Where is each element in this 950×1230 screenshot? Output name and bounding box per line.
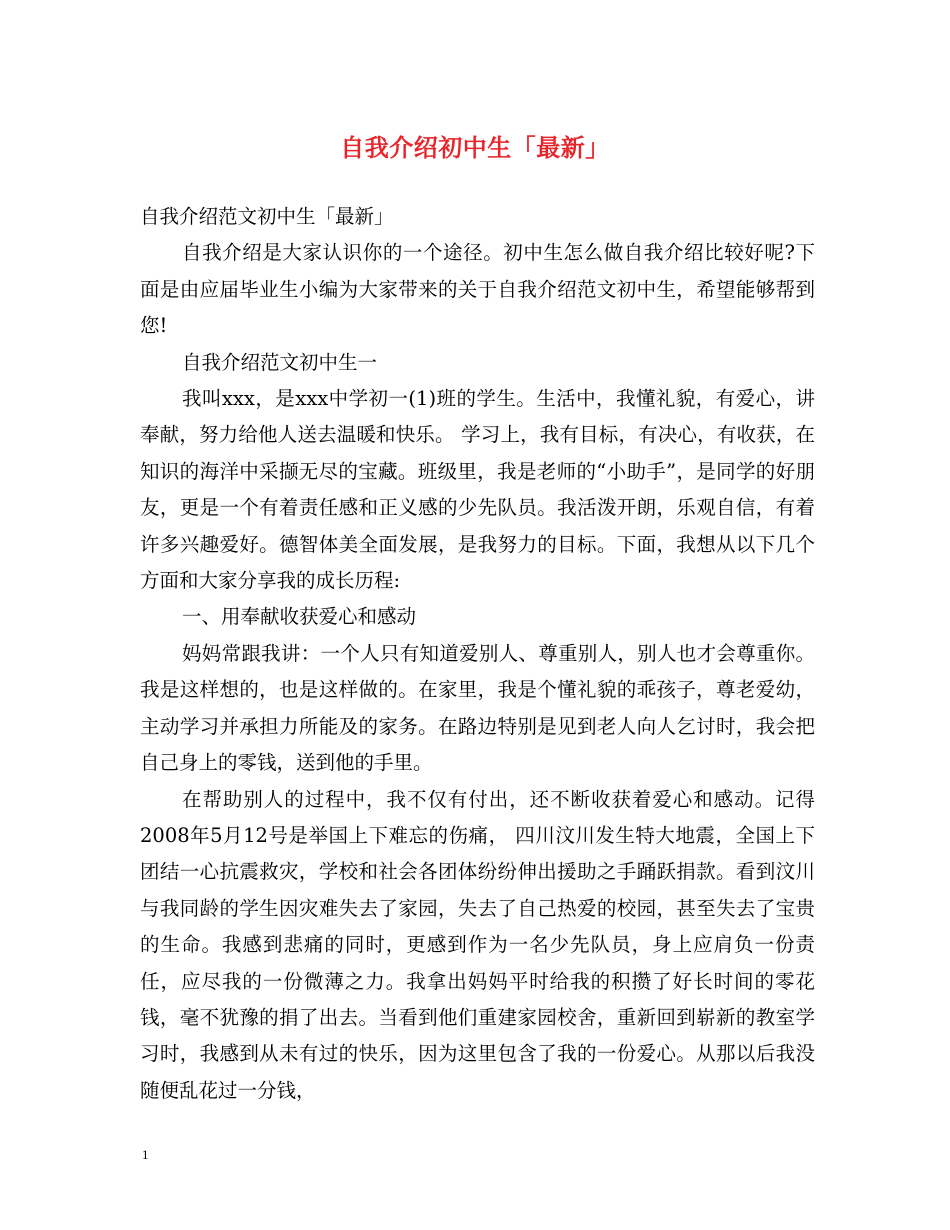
page-number: 1	[142, 1147, 149, 1162]
document-title: 自我介绍初中生「最新」	[340, 133, 610, 162]
section-heading: 自我介绍范文初中生一	[182, 350, 378, 374]
paragraph: 自我介绍是大家认识你的一个途径。初中生怎么做自我介绍比较好呢?下面是由应届毕业生小编为大家带来的关于自我介绍范文初中生，希望能够帮到您!	[140, 241, 815, 338]
paragraph: 妈妈常跟我讲：一个人只有知道爱别人、尊重别人，别人也才会尊重你。我是这样想的，也是这样做的。在家里，我是个懂礼貌的乖孩子，尊老爱幼，主动学习并承担力所能及的家务。在路边特别是见到老人向人乞讨时，我会把自己身上的零钱，送到他的手里。	[140, 641, 815, 775]
paragraph: 自我介绍范文初中生「最新」	[140, 205, 394, 228]
paragraph: 在帮助别人的过程中，我不仅有付出，还不断收获着爱心和感动。记得2008年5月12号是举国上下难忘的伤痛， 四川汶川发生特大地震，全国上下团结一心抗震救灾，学校和社会各团体纷纷伸出援助之手踊跃捐款。看到汶川与我同龄的学生因灾难失去了家园，失去了自己热爱的校园，甚至失去了宝贵的生命。我感到悲痛的同时，更感到作为一名少先队员，身上应肩负一份责任，应尽我的一份微薄之力。我拿出妈妈平时给我的积攒了好长时间的零花钱，毫不犹豫的捐了出去。当看到他们重建家园校舍，重新回到崭新的教室学习时，我感到从未有过的快乐，因为这里包含了我的一份爱心。从那以后我没随便乱花过一分钱，	[140, 787, 815, 1102]
document-body	[140, 199, 815, 1109]
paragraph: 我叫xxx，是xxx中学初一(1)班的学生。生活中，我懂礼貌，有爱心，讲奉献，努力给他人送去温暖和快乐。 学习上，我有目标，有决心，有收获，在知识的海洋中采撷无尽的宝藏。班级里，我是老师的“小助手”，是同学的好朋友，更是一个有着责任感和正义感的少先队员。我活泼开朗，乐观自信，有着许多兴趣爱好。德智体美全面发展，是我努力的目标。下面，我想从以下几个方面和大家分享我的成长历程:	[140, 387, 815, 593]
section-heading: 一、用奉献收获爱心和感动	[182, 605, 417, 629]
